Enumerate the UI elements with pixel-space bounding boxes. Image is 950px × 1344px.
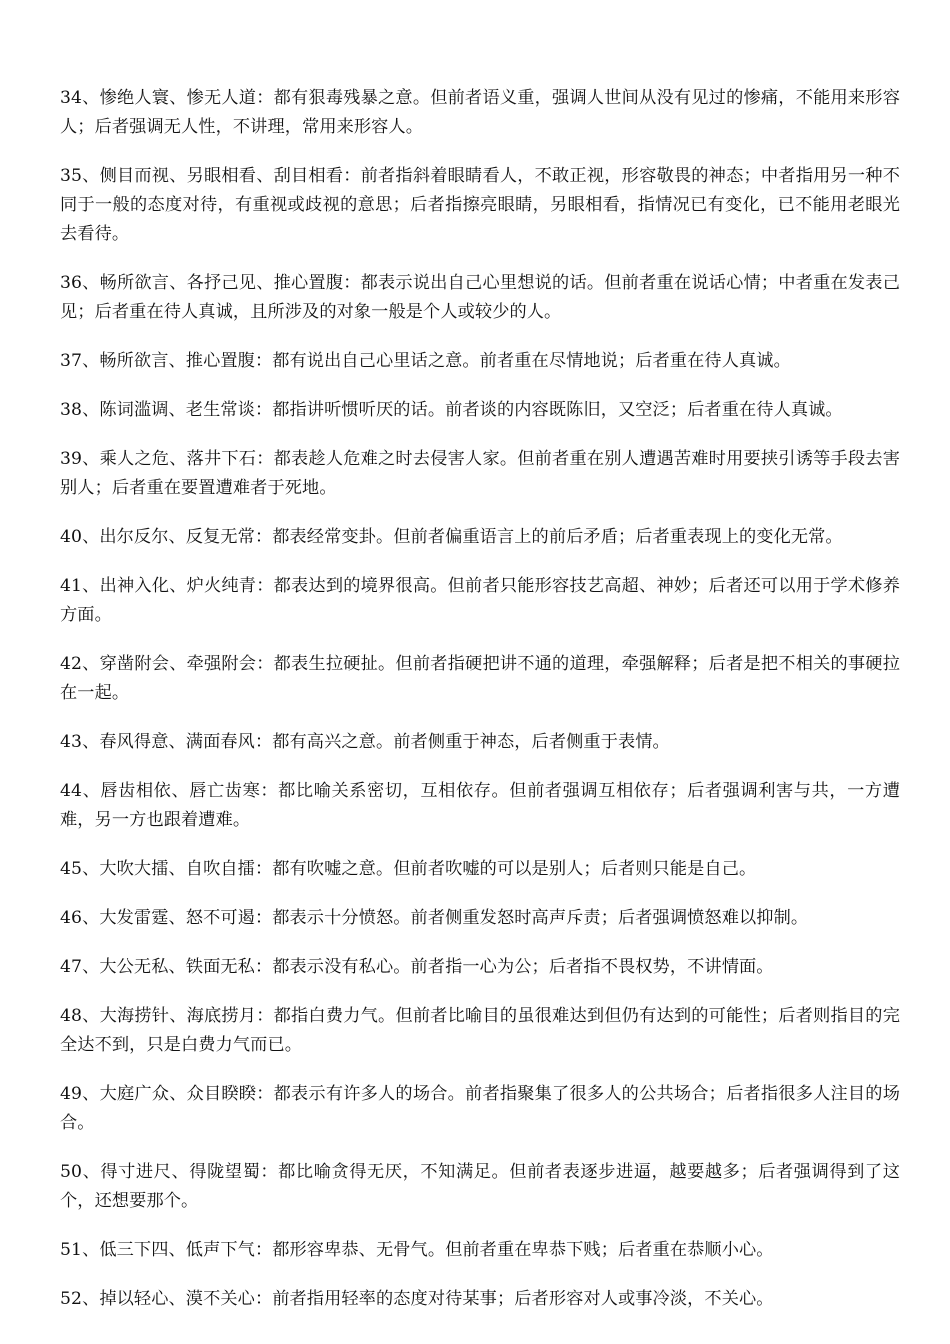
entry-37: 37、畅所欲言、推心置腹：都有说出自己心里话之意。前者重在尽情地说；后者重在待人真诚。	[60, 351, 791, 371]
document-page	[60, 84, 900, 1334]
entry-45: 45、大吹大擂、自吹自擂：都有吹嘘之意。但前者吹嘘的可以是别人；后者则只能是自己。	[60, 859, 757, 879]
entry-48: 48、大海捞针、海底捞月：都指白费力气。但前者比喻目的虽很难达到但仍有达到的可能性；后者则指目的完全达不到，只是白费力气而已。	[60, 1006, 900, 1055]
entry-34: 34、惨绝人寰、惨无人道：都有狠毒残暴之意。但前者语义重，强调人世间从没有见过的惨痛，不能用来形容人；后者强调无人性，不讲理，常用来形容人。	[60, 88, 900, 137]
entry-44: 44、唇齿相依、唇亡齿寒：都比喻关系密切，互相依存。但前者强调互相依存；后者强调利害与共，一方遭难，另一方也跟着遭难。	[60, 781, 900, 830]
entry-51: 51、低三下四、低声下气：都形容卑恭、无骨气。但前者重在卑恭下贱；后者重在恭顺小心。	[60, 1240, 774, 1260]
entry-46: 46、大发雷霆、怒不可遏：都表示十分愤怒。前者侧重发怒时高声斥责；后者强调愤怒难以抑制。	[60, 908, 809, 928]
entry-42: 42、穿凿附会、牵强附会：都表生拉硬扯。但前者指硬把讲不通的道理，牵强解释；后者是把不相关的事硬拉在一起。	[60, 654, 900, 703]
entry-47: 47、大公无私、铁面无私：都表示没有私心。前者指一心为公；后者指不畏权势，不讲情面。	[60, 957, 774, 977]
entry-43: 43、春风得意、满面春风：都有高兴之意。前者侧重于神态，后者侧重于表情。	[60, 732, 670, 752]
entry-39: 39、乘人之危、落井下石：都表趁人危难之时去侵害人家。但前者重在别人遭遇苦难时用要挟引诱等手段去害别人；后者重在要置遭难者于死地。	[60, 449, 900, 498]
entry-41: 41、出神入化、炉火纯青：都表达到的境界很高。但前者只能形容技艺高超、神妙；后者还可以用于学术修养方面。	[60, 576, 900, 625]
entry-52: 52、掉以轻心、漠不关心：前者指用轻率的态度对待某事；后者形容对人或事冷淡，不关心。	[60, 1289, 774, 1309]
entry-49: 49、大庭广众、众目睽睽：都表示有许多人的场合。前者指聚集了很多人的公共场合；后者指很多人注目的场合。	[60, 1084, 900, 1133]
entry-35: 35、侧目而视、另眼相看、刮目相看：前者指斜着眼睛看人，不敢正视，形容敬畏的神态；中者指用另一种不同于一般的态度对待，有重视或歧视的意思；后者指擦亮眼睛，另眼相看，指情况已有变化，已不能用老眼光去看待。	[60, 166, 900, 244]
entry-40: 40、出尔反尔、反复无常：都表经常变卦。但前者偏重语言上的前后矛盾；后者重表现上的变化无常。	[60, 527, 843, 547]
entry-38: 38、陈词滥调、老生常谈：都指讲听惯听厌的话。前者谈的内容既陈旧，又空泛；后者重在待人真诚。	[60, 400, 843, 420]
entry-50: 50、得寸进尺、得陇望蜀：都比喻贪得无厌，不知满足。但前者表逐步进逼，越要越多；后者强调得到了这个，还想要那个。	[60, 1162, 900, 1211]
entry-36: 36、畅所欲言、各抒己见、推心置腹：都表示说出自己心里想说的话。但前者重在说话心情；中者重在发表己见；后者重在待人真诚，且所涉及的对象一般是个人或较少的人。	[60, 273, 900, 322]
